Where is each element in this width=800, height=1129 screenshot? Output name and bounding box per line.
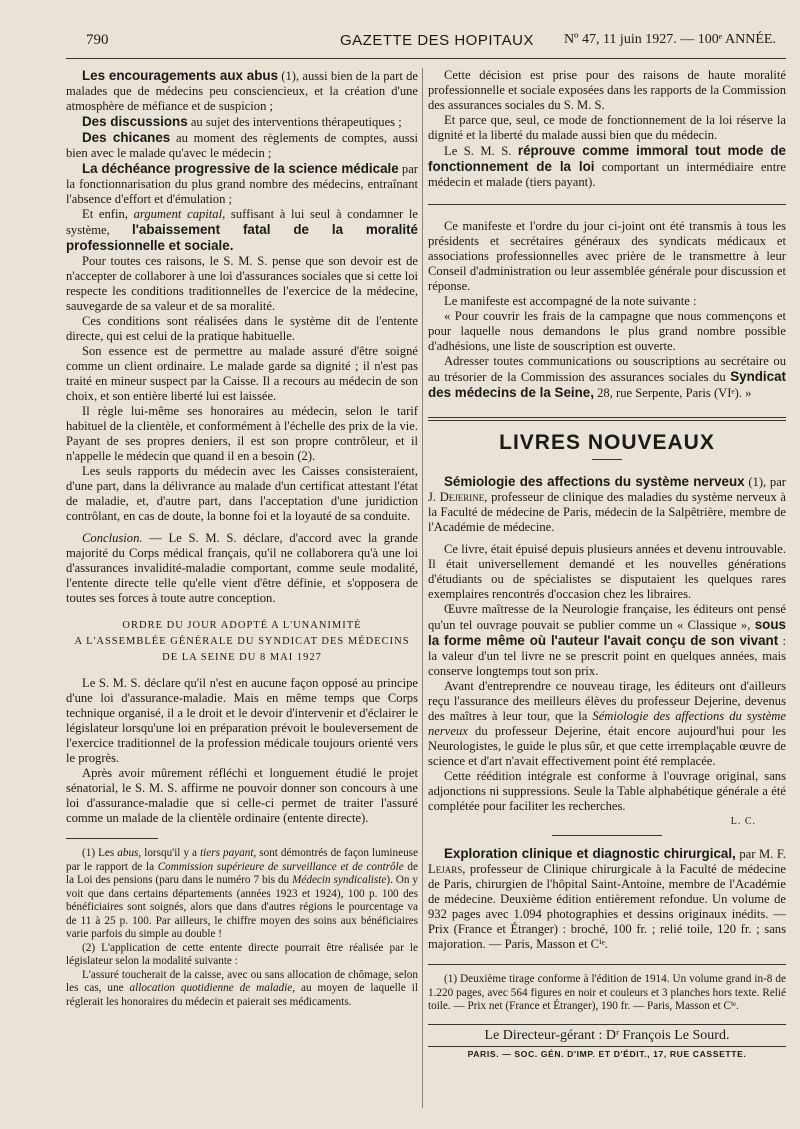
italic-text: tiers payant, [200, 847, 257, 859]
order-heading-line: A L'ASSEMBLÉE GÉNÉRALE DU SYNDICAT DES MÉDECINS [74, 636, 410, 647]
text: 28, rue Serpente, Paris (VIᵉ). » [593, 386, 752, 400]
director-line: Le Directeur-gérant : Dʳ François Le Sourd. [484, 1027, 730, 1043]
conclusion-paragraph [66, 531, 418, 606]
paragraph: Les seuls rapports du médecin avec les Caisses consisteraient, d'une part, dans la délivrance au malade d'un certificat attestant l'état de maladie, et, d'autre part, dans l'acceptation d'une juridiction contrôlant, en cas de doute, la bonne foi et la loyauté de sa conduite. [66, 464, 418, 523]
paragraph: Cette réédition intégrale est conforme à l'ouvrage original, sans adjonctions ni suppressions. Seule la Table alphabétique générale a été complétée pour faciliter les recherches. [428, 769, 786, 813]
emphasis: La déchéance progressive de la science médicale [82, 161, 399, 176]
text: professeur de Clinique chirurgicale à la Faculté de médecine de Paris, chirurgien de l'hôpital Saint-Antoine, membre de l'Académie de médecine. Deuxième édition entièrement refondue. Un volume de 932 pages avec 1.094 photographies et dessins originaux inédits. — Prix (France et Étranger) : broché, 100 fr. ; relié toile, 120 fr. ; sans majoration. — Paris, Masson et Cⁱᵉ. [428, 862, 786, 951]
text: Et enfin, [82, 207, 134, 221]
page-header [0, 0, 800, 58]
order-heading [66, 618, 418, 666]
section-title: LIVRES NOUVEAUX [499, 431, 715, 454]
paragraph [66, 161, 418, 207]
text: au moment des règlements de comptes, aussi bien avec le malade qu'avec le médecin ; [66, 131, 418, 160]
double-rule [428, 417, 786, 421]
text: professeur de clinique des maladies du système nerveux à la Faculté de médecine de Paris, médecin de la Salpêtrière, membre de l'Académie de médecine. [428, 490, 787, 534]
text: comportant un intermédiaire entre médecin et malade (tiers payant). [428, 160, 787, 189]
italic-text: allocation quotidienne de maladie, [129, 982, 296, 994]
book-entry [428, 474, 786, 535]
text: Avant d'entreprendre ce nouveau tirage, les éditeurs ont d'ailleurs reçu l'assurance des meilleurs élèves du professeur Dejerine, devenus des maîtres à leur tour, que la [428, 679, 786, 723]
text: lorsqu'il y a [141, 847, 201, 859]
italic-text: Conclusion. [82, 531, 143, 545]
paragraph [428, 602, 786, 679]
paragraph [66, 114, 418, 130]
text: (1) Les [82, 847, 118, 859]
footnotes [428, 973, 786, 1014]
paragraph: « Pour couvrir les frais de la campagne que nous commençons et pour laquelle nous demandons le plus grand nombre possible d'adhésions, une liste de souscription est ouverte. [428, 309, 786, 353]
text: suffisant à lui seul à condamner le système, [66, 207, 418, 237]
emphasis: réprouve comme immoral tout mode de fonctionnement de la loi [428, 143, 787, 174]
text: au sujet des interventions thérapeutiques ; [187, 115, 402, 129]
right-column [428, 68, 786, 1059]
paragraph [66, 130, 418, 161]
text: par M. F. [735, 847, 786, 861]
emphasis: l'abaissement fatal de la moralité professionnelle et sociale. [66, 222, 418, 253]
footnote [66, 969, 418, 1010]
paragraph: Après avoir mûrement réfléchi et longuement étudié le projet sénatorial, le S. M. S. affirme ne pouvoir donner son concours à une loi d'assurance-maladie que si celle-ci permet de traiter l'assuré comme un malade de la clientèle ordinaire (entente directe). [66, 766, 418, 825]
footnote [66, 847, 418, 942]
order-heading-line: DE LA SEINE DU 8 MAI 1927 [162, 652, 322, 663]
book-title: Sémiologie des affections du système nerveux [444, 474, 745, 489]
paragraph: Le manifeste est accompagné de la note suivante : [444, 294, 697, 308]
printer-line: PARIS. — SOC. GÉN. D'IMP. ET D'ÉDIT., 17, RUE CASSETTE. [428, 1046, 786, 1059]
footer-rule [428, 1024, 786, 1025]
footnote-rule [66, 838, 158, 839]
footnote-rule [428, 964, 786, 965]
text: Le S. M. S. [444, 144, 518, 158]
emphasis: Les encouragements aux abus [82, 68, 279, 83]
emphasis: Des chicanes [82, 130, 171, 145]
text: Adresser toutes communications ou souscriptions au secrétaire ou au trésorier de la Commission des assurances sociales du [428, 354, 786, 384]
column-divider [422, 68, 423, 1108]
italic-text: Sémiologie des affections du système nerveux [428, 709, 786, 738]
paragraph: Pour toutes ces raisons, le S. M. S. pense que son devoir est de n'accepter de collaborer à une loi d'assurances sociales que si cette loi respecte les conditions traditionnelles de l'exercice de la médecine, sauvegarde de sa valeur et de sa moralité. [66, 254, 418, 313]
footnote: (1) Deuxième tirage conforme à l'édition de 1914. Un volume grand in-8 de 1.220 pages, avec 564 figures en noir et couleurs et 3 planches hors texte. Relié toile. — Prix net (France et Étranger), 190 fr. — Paris, Masson et Cⁱᵉ. [428, 973, 786, 1012]
order-heading-line: ORDRE DU JOUR ADOPTÉ A L'UNANIMITÉ [122, 620, 362, 631]
section-rule [428, 204, 786, 205]
paragraph [428, 354, 786, 401]
paragraph: Il règle lui-même ses honoraires au médecin, selon le tarif habituel de la clientèle, et conformément à l'échelle des prix de la vie. Payant de ses propres deniers, il est son propre contrôleur, et il n'appelle le médecin que quand il en a besoin (2). [66, 404, 418, 463]
paragraph: Ces conditions sont réalisées dans le système dit de l'entente directe, qui est celui de la pratique habituelle. [66, 314, 418, 343]
text: de la Loi des pensions (paru dans le numéro 7 bis du [66, 860, 418, 886]
signature: L. C. [730, 816, 756, 827]
italic-text: argument capital, [133, 207, 226, 221]
author-name: Lejars, [428, 862, 466, 876]
author-name: Dejerine, [439, 490, 488, 504]
paragraph [428, 143, 786, 190]
paragraph: Ce livre, était épuisé depuis plusieurs années et devenu introuvable. Il était universellement demandé et les nouvelles générations d'étudiants ou de spécialistes se disputaient les quelques rares exemplaires rencontrés d'occasion chez les libraires. [428, 542, 786, 601]
footnote: (2) L'application de cette entente directe pourrait être réalisée par le législateur selon la modalité suivante : [66, 941, 418, 967]
paragraph: Et parce que, seul, ce mode de fonctionnement de la loi réserve la dignité et la liberté du malade aussi bien que du médecin. [428, 113, 786, 142]
journal-title: GAZETTE DES HOPITAUX [340, 32, 534, 49]
text: — Le S. M. S. déclare, d'accord avec la grande majorité du Corps médical français, qu'il ne collaborera qu'à une loi d'assurances invalidité-maladie comportant, comme seule modalité, l'entente directe telle qu'elle vient d'être définie, et s'opposera de toutes ses forces à toute autre conception. [66, 531, 418, 605]
paragraph [66, 207, 418, 254]
book-entry [428, 846, 786, 952]
page-number: 790 [86, 32, 109, 48]
text: (1), aussi bien de la part de malades que de médecins peu consciencieux, et la création d'une atmosphère de méfiance et de suspicion ; [66, 69, 418, 113]
text: L'assuré toucherait de la caisse, avec ou sans allocation de chômage, selon les cas, une [66, 968, 418, 994]
paragraph: Cette décision est prise pour des raisons de haute moralité professionnelle et sociale exposées dans les rapports de la Commission des assurances sociales du S. M. S. [428, 68, 786, 112]
paragraph: Son essence est de permettre au malade assuré d'être soigné comme un client ordinaire. Le malade garde sa dignité ; il n'est pas traité en mineur suspect par la Caisse. Il a recours au médecin de son choix, et son entière liberté lui est laissée. [66, 344, 418, 403]
emphasis: Des discussions [82, 114, 188, 129]
italic-text: Médecin syndicaliste [292, 874, 387, 886]
paragraph [428, 679, 786, 769]
text: Œuvre maîtresse de la Neurologie française, les éditeurs ont pensé qu'un tel ouvrage pouvait se publier comme un « Classique », [428, 602, 786, 632]
text: par la fonctionnarisation du plus grand nombre des médecins, entraînant l'absence d'effort et d'émulation ; [66, 162, 418, 206]
issue-info: Nº 47, 11 juin 1927. — 100ᵉ ANNÉE. [564, 32, 776, 47]
emphasis: sous la forme même où l'auteur l'avait conçu de son vivant [428, 617, 786, 648]
italic-text: Commission supérieure de surveillance et de contrôle [157, 860, 404, 873]
paragraph [66, 68, 418, 114]
book-title: Exploration clinique et diagnostic chirurgical, [444, 846, 736, 861]
text: du professeur Dejerine, était encore aujourd'hui pour les Neurologistes, le guide le plus sûr, et que cette irremplaçable œuvre de science et d'art n'avait effectivement point été remplacée. [428, 724, 786, 768]
title-rule [592, 459, 622, 460]
text: : la valeur d'un tel livre ne se prescrit point en quelques années, mais conserve longtemps tout son prix. [428, 634, 786, 678]
text: ). On y voit que dans certains départements (années 1923 et 1924), 100 p. 100 des bénéficiaires sont soignés, alors que dans d'autres régions le pourcentage va de 11 à 25 p. 100. Par ailleurs, le chiffre moyen des soins aux bénéficiaires varie parfois du simple au double ! [66, 874, 418, 940]
paragraph: Ce manifeste et l'ordre du jour ci-joint ont été transmis à tous les présidents et secrétaires généraux des syndicats médicaux et associations professionnelles avec prière de le transmettre à leur Conseil d'administration ou leur assemblée générale pour discussion et réponse. [428, 219, 786, 293]
text: au moyen de laquelle il réglerait les honoraires du médecin et paierait ses médicaments. [66, 982, 418, 1008]
paragraph: Le S. M. S. déclare qu'il n'est en aucune façon opposé au principe d'une loi d'assurance-maladie. Mais en même temps que Corps technique organisé, il a le droit et le devoir d'intervenir et d'éclairer le législateur lorsqu'une loi en préparation prévoit le bouleversement de l'exercice traditionnel de la profession médicale toujours orienté vers le progrès. [66, 676, 418, 765]
header-rule [66, 58, 786, 59]
text: sont démontrés de façon lumineuse par le rapport de la [66, 847, 419, 873]
footnotes [66, 847, 418, 1009]
left-column [66, 68, 418, 1009]
text: (1), par J. [428, 475, 786, 504]
entry-rule [552, 835, 662, 836]
emphasis: Syndicat des médecins de la Seine, [428, 369, 786, 400]
italic-text: abus, [117, 847, 142, 859]
